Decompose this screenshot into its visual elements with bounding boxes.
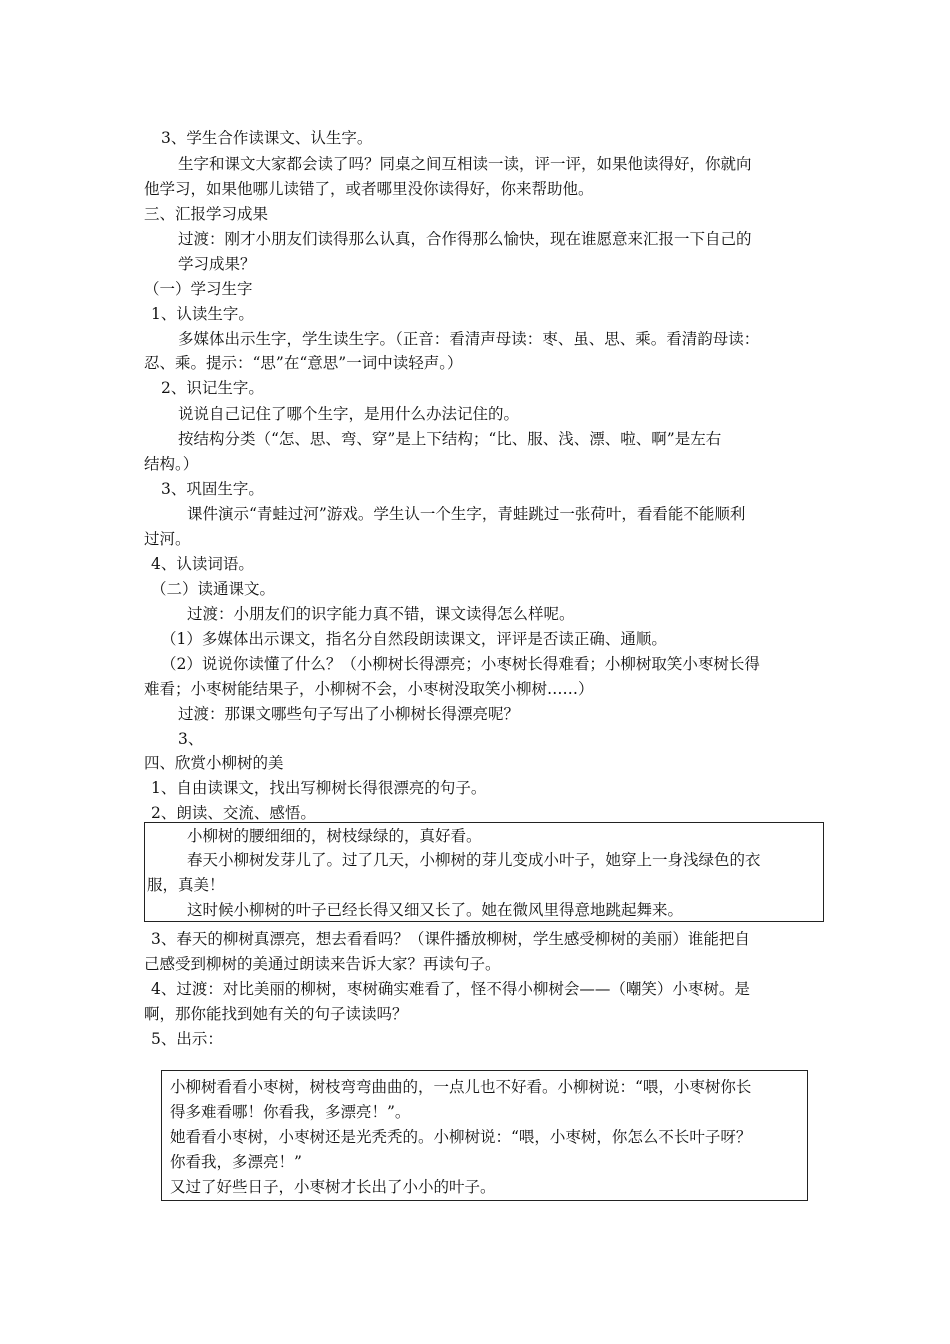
text-line: 3、巩固生字。 [161,480,264,498]
text-line: 己感受到柳树的美通过朗读来告诉大家？再读句子。 [144,955,501,973]
text-line: 学习成果？ [178,255,256,273]
text-line: 过河。 [144,530,191,548]
subsection-heading: （一）学习生字 [144,280,253,298]
text-line: 生字和课文大家都会读了吗？同桌之间互相读一读，评一评，如果他读得好，你就向 [178,155,752,173]
text-line: 3、 [178,730,204,748]
section-heading: 四、欣赏小柳树的美 [144,754,284,772]
quote-line: 小柳树看看小枣树，树枝弯弯曲曲的，一点儿也不好看。小柳树说：“喂，小枣树你长 [170,1078,752,1096]
text-line: 说说自己记住了哪个生字，是用什么办法记住的。 [178,405,520,423]
quote-line: 春天小柳树发芽儿了。过了几天，小柳树的芽儿变成小叶子，她穿上一身浅绿色的衣 [187,851,761,869]
text-line: 过渡：小朋友们的识字能力真不错，课文读得怎么样呢。 [187,605,575,623]
text-line: 1、自由读课文，找出写柳树长得很漂亮的句子。 [151,779,487,797]
quote-line: 这时候小柳树的叶子已经长得又细又长了。她在微风里得意地跳起舞来。 [187,901,684,919]
text-line: 1、认读生字。 [151,305,254,323]
text-line: 课件演示“青蛙过河”游戏。学生认一个生字，青蛙跳过一张荷叶，看看能不能顺利 [187,505,746,523]
quote-line: 服，真美！ [147,876,225,894]
subsection-heading: （二）读通课文。 [151,580,276,598]
text-line: 2、识记生字。 [161,379,264,397]
text-line: 5、出示： [151,1030,223,1048]
quote-line: 你看我，多漂亮！” [170,1153,302,1171]
text-line: 按结构分类（“怎、思、弯、穿”是上下结构；“比、服、浅、漂、啦、啊”是左右 [178,430,722,448]
quote-box-dialogue [161,1070,808,1201]
text-line: 3、春天的柳树真漂亮，想去看看吗？（课件播放柳树，学生感受柳树的美丽）谁能把自 [151,930,750,948]
text-line: 忍、乘。提示：“思”在“意思”一词中读轻声。） [144,354,463,372]
text-line: 过渡：那课文哪些句子写出了小柳树长得漂亮呢？ [178,705,520,723]
text-line: 4、认读词语。 [151,555,254,573]
quote-line: 小柳树的腰细细的，树枝绿绿的，真好看。 [187,827,482,845]
quote-box-willow [144,822,824,922]
quote-line: 她看看小枣树，小枣树还是光秃秃的。小柳树说：“喂，小枣树，你怎么不长叶子呀？ [170,1128,752,1146]
text-line: 2、朗读、交流、感悟。 [151,804,316,822]
text-line: 他学习，如果他哪儿读错了，或者哪里没你读得好，你来帮助他。 [144,180,594,198]
text-line: （1）多媒体出示课文，指名分自然段朗读课文，评评是否读正确、通顺。 [161,630,667,648]
section-heading: 三、汇报学习成果 [144,205,269,223]
text-line: （2）说说你读懂了什么？（小柳树长得漂亮；小枣树长得难看；小柳树取笑小枣树长得 [161,655,760,673]
text-line: 3、学生合作读课文、认生字。 [161,129,373,147]
text-line: 过渡：刚才小朋友们读得那么认真，合作得那么愉快，现在谁愿意来汇报一下自己的 [178,230,752,248]
quote-line: 又过了好些日子，小枣树才长出了小小的叶子。 [170,1178,496,1196]
text-line: 4、过渡：对比美丽的柳树，枣树确实难看了，怪不得小柳树会——（嘲笑）小枣树。是 [151,980,750,998]
quote-line: 得多难看哪！你看我，多漂亮！”。 [170,1103,411,1121]
text-line: 难看；小枣树能结果子，小柳树不会，小枣树没取笑小柳树……） [144,680,594,698]
text-line: 结构。） [144,455,199,473]
text-line: 多媒体出示生字，学生读生字。（正音：看清声母读：枣、虽、思、乘。看清韵母读： [178,330,760,348]
text-line: 啊，那你能找到她有关的句子读读吗？ [144,1005,408,1023]
